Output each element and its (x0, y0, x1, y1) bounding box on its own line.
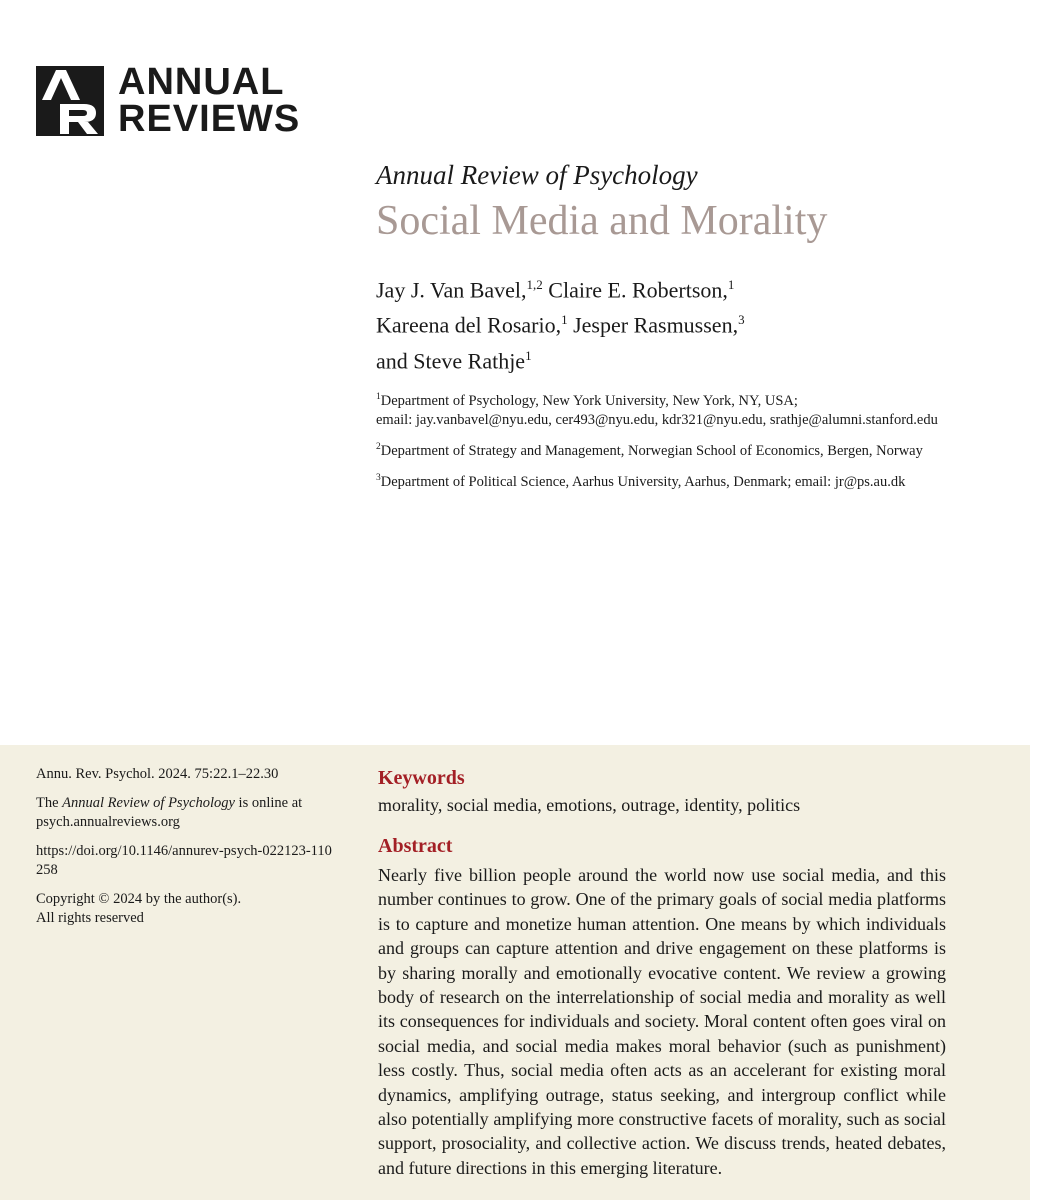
online-pre: The (36, 795, 59, 811)
author-name: Jay J. Van Bavel, (376, 277, 527, 303)
rights-text: All rights reserved (36, 910, 144, 926)
annual-reviews-logo (36, 61, 306, 140)
doi-link[interactable]: https://doi.org/10.1146/annurev-psych-022123-110258 (36, 843, 332, 878)
affiliations (376, 388, 1016, 491)
ar-logo-icon (36, 66, 104, 136)
keywords-abstract (378, 765, 946, 1180)
affil-text: Department of Political Science, Aarhus University, Aarhus, Denmark; email: jr@ps.au.dk (380, 473, 906, 490)
affil-number: 1 (376, 391, 381, 402)
abstract-panel (0, 745, 1030, 1200)
article-title: Social Media and Morality (376, 198, 828, 244)
abstract-heading: Abstract (378, 835, 453, 857)
online-journal: Annual Review of Psychology (62, 795, 235, 811)
logo-line-reviews: REVIEWS (118, 98, 301, 140)
logo-line-annual: ANNUAL (118, 61, 285, 103)
author-line-1 (376, 270, 1016, 305)
author-name: Kareena del Rosario, (376, 312, 562, 338)
affil-text: Department of Strategy and Management, Norwegian School of Economics, Bergen, Norway (380, 442, 923, 459)
copyright-text: Copyright © 2024 by the author(s). (36, 891, 242, 907)
keywords-heading: Keywords (378, 767, 465, 789)
affiliation-3 (376, 469, 1016, 492)
copyright (36, 890, 336, 928)
logo-wordmark (118, 61, 301, 140)
citation: Annu. Rev. Psychol. 2024. 75:22.1–22.30 (36, 766, 279, 782)
online-post: is online at psych.annualreviews.org (36, 795, 303, 830)
author-name: Claire E. Robertson, (548, 277, 728, 303)
journal-name: Annual Review of Psychology (376, 160, 698, 190)
author-line-2 (376, 305, 1016, 340)
author-affil-sup: 1 (525, 347, 532, 363)
author-line-3 (376, 341, 1016, 376)
online-info (36, 794, 336, 832)
author-affil-sup: 1,2 (526, 277, 543, 292)
author-affil-sup: 1 (727, 277, 735, 292)
affil-text: Department of Psychology, New York University, New York, NY, USA; (380, 392, 798, 409)
author-name: Jesper Rasmussen, (573, 312, 739, 338)
affiliation-2 (376, 438, 1016, 461)
affil-number: 3 (376, 472, 381, 483)
author-affil-sup: 1 (561, 312, 568, 328)
affil-email: email: jay.vanbavel@nyu.edu, cer493@nyu.edu, kdr321@nyu.edu, srathje@alumni.stanford.edu (376, 411, 938, 428)
affiliation-1 (376, 388, 1016, 430)
affil-number: 2 (376, 441, 381, 452)
publication-info (36, 765, 336, 938)
author-name: and Steve Rathje (376, 347, 526, 373)
article-header (376, 156, 1016, 499)
keywords-list: morality, social media, emotions, outrage, identity, politics (378, 795, 801, 815)
author-affil-sup: 3 (738, 312, 745, 328)
abstract-text: Nearly five billion people around the world now use social media, and this number continues to grow. One of the primary goals of social media platforms is to capture and monetize human attention. One means by which individuals and groups can capture attention and drive engagement on these platforms is by sharing morally and emotionally evocative content. We review a growing body of research on the interrelationship of social media and morality as well its consequences for individuals and society. Moral content often goes viral on social media, and social media makes moral behavior (such as punishment) less costly. Thus, social media often acts as an accelerant for existing moral dynamics, amplifying outrage, status seeking, and intergroup conflict while also potentially amplifying more constructive facets of morality, such as social support, prosociality, and collective action. We discuss trends, heated debates, and future directions in this emerging literature. (378, 865, 946, 1178)
author-list (376, 270, 1016, 376)
